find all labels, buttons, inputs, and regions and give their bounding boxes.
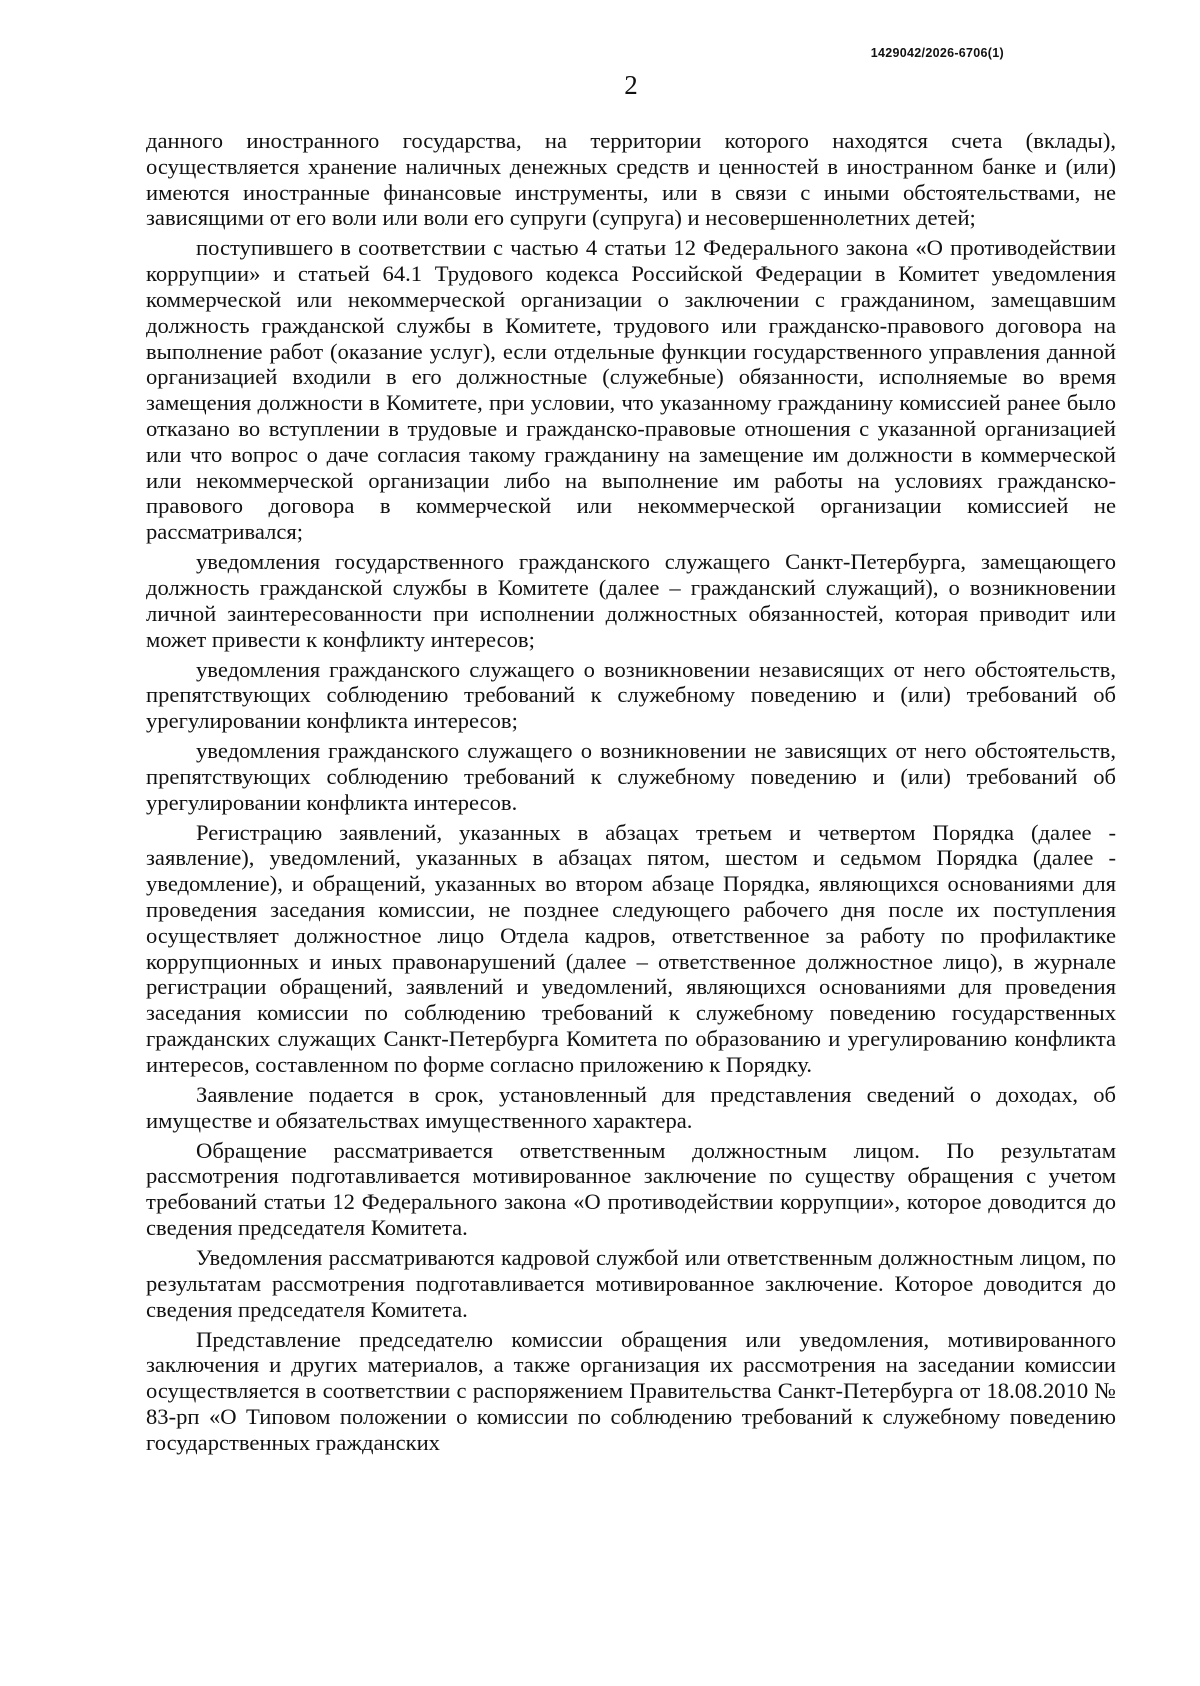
paragraph-2: поступившего в соответствии с частью 4 статьи 12 Федерального закона «О противодействии коррупции» и статьей 64.1 Трудового кодекса Российской Федерации в Комитет уведомления коммерческой или некоммерческой организации о заключении с гражданином, замещавшим должность гражданской службы в Комитете, трудового или гражданско-правового договора на выполнение работ (оказание услуг), если отдельные функции государственного управления данной организацией входили в его должностные (служебные) обязанности, исполняемые во время замещения должности в Комитете, при условии, что указанному гражданину комиссией ранее было отказано во вступлении в трудовые и гражданско-правовые отношения с указанной организацией или что вопрос о даче согласия такому гражданину на замещение им должности в коммерческой или некоммерческой организации либо на выполнение им работы на условиях гражданско-правового договора в коммерческой или некоммерческой организации комиссией не рассматривался; bbox=[146, 235, 1116, 545]
paragraph-9: Уведомления рассматриваются кадровой службой или ответственным должностным лицом, по результатам рассмотрения подготавливается мотивированное заключение. Которое доводится до сведения председателя Комитета. bbox=[146, 1244, 1116, 1322]
page-number: 2 bbox=[624, 70, 638, 100]
paragraph-6: Регистрацию заявлений, указанных в абзацах третьем и четвертом Порядка (далее - заявление), уведомлений, указанных в абзацах пятом, шестом и седьмом Порядка (далее - уведомление), и обращений, указанных во втором абзаце Порядка, являющихся основаниями для проведения заседания комиссии, не позднее следующего рабочего дня после их поступления осуществляет должностное лицо Отдела кадров, ответственное за работу по профилактике коррупционных и иных правонарушений (далее – ответственное должностное лицо), в журнале регистрации обращений, заявлений и уведомлений, являющихся основаниями для проведения заседания комиссии по соблюдению требований к служебному поведению государственных гражданских служащих Санкт-Петербурга Комитета по образованию и урегулированию конфликта интересов, составленном по форме согласно приложению к Порядку. bbox=[146, 819, 1116, 1077]
paragraph-1: данного иностранного государства, на территории которого находятся счета (вклады), осуществляется хранение наличных денежных средств и ценностей в иностранном банке и (или) имеются иностранные финансовые инструменты, или в связи с иными обстоятельствами, не зависящими от его воли или воли его супруги (супруга) и несовершеннолетних детей; bbox=[146, 128, 1116, 231]
paragraph-7: Заявление подается в срок, установленный для представления сведений о доходах, об имуществе и обязательствах имущественного характера. bbox=[146, 1081, 1116, 1133]
paragraph-4: уведомления гражданского служащего о возникновении независящих от него обстоятельств, препятствующих соблюдению требований к служебному поведению и (или) требований об урегулировании конфликта интересов; bbox=[146, 656, 1116, 734]
paragraph-5: уведомления гражданского служащего о возникновении не зависящих от него обстоятельств, препятствующих соблюдению требований к служебному поведению и (или) требований об урегулировании конфликта интересов. bbox=[146, 738, 1116, 815]
paragraph-10: Представление председателю комиссии обращения или уведомления, мотивированного заключения и других материалов, а также организация их рассмотрения на заседании комиссии осуществляется в соответствии с распоряжением Правительства Санкт-Петербурга от 18.08.2010 № 83-рп «О Типовом положении о комиссии по соблюдению требований к служебному поведению государственных гражданских bbox=[146, 1326, 1116, 1455]
document-id: 1429042/2026-6706(1) bbox=[870, 46, 1004, 60]
document-body bbox=[146, 128, 1116, 1460]
paragraph-3: уведомления государственного гражданского служащего Санкт-Петербурга, замещающего должность гражданской службы в Комитете (далее – гражданский служащий), о возникновении личной заинтересованности при исполнении должностных обязанностей, которая приводит или может привести к конфликту интересов; bbox=[146, 549, 1116, 652]
paragraph-8: Обращение рассматривается ответственным должностным лицом. По результатам рассмотрения подготавливается мотивированное заключение по существу обращения с учетом требований статьи 12 Федерального закона «О противодействии коррупции», которое доводится до сведения председателя Комитета. bbox=[146, 1137, 1116, 1240]
